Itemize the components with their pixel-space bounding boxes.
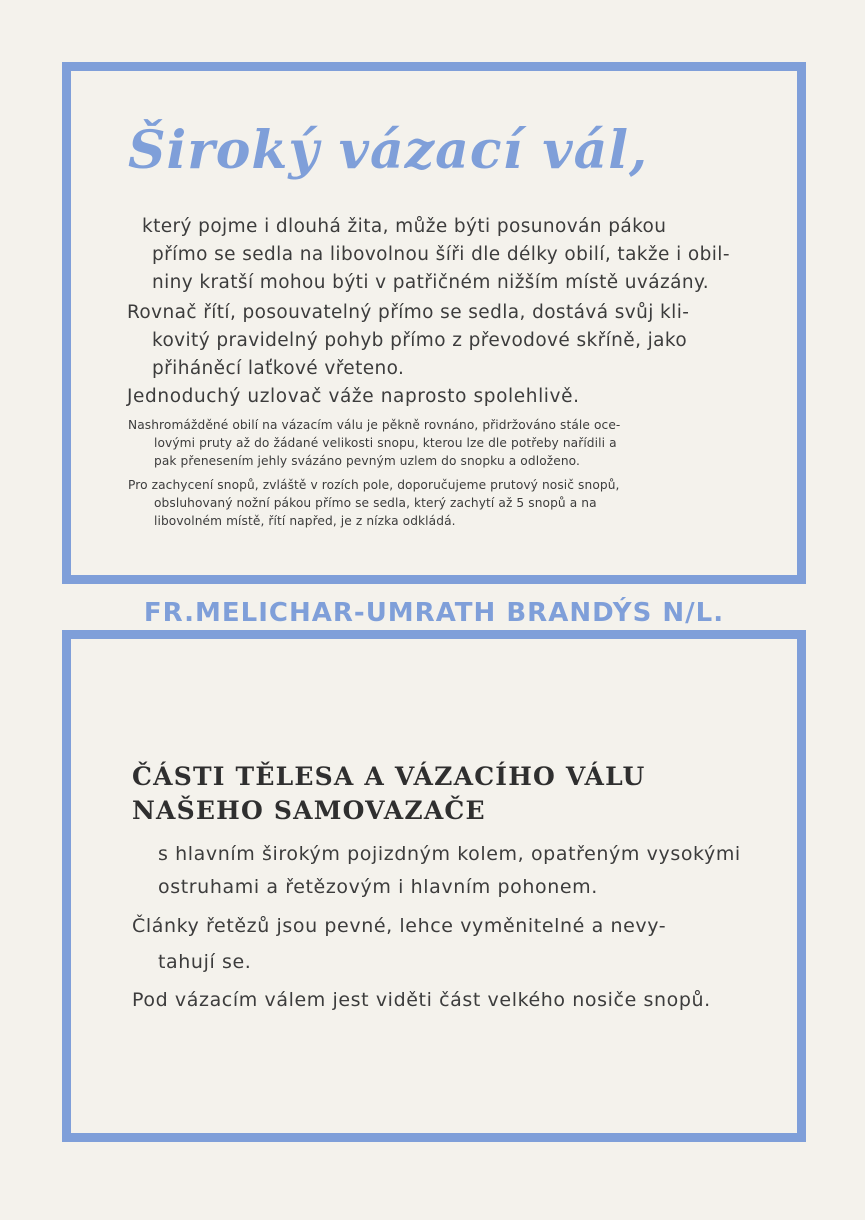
company-banner <box>62 575 806 639</box>
text-line: který pojme i dlouhá žita, může býti posunován pákou <box>142 216 667 237</box>
page-title: Široký vázací vál, <box>128 120 649 181</box>
text-line: přímo se sedla na libovolnou šíři dle délky obilí, takže i obil- <box>152 244 730 265</box>
section-heading: NAŠEHO SAMOVAZAČE <box>132 796 486 825</box>
text-line: s hlavním širokým pojizdným kolem, opatřeným vysokými <box>158 843 741 865</box>
text-line: obsluhovaný nožní pákou přímo se sedla, který zachytí až 5 snopů a na <box>154 496 597 510</box>
text-line: pak přenesením jehly svázáno pevným uzlem do snopku a odloženo. <box>154 454 580 468</box>
text-line: Rovnač řítí, posouvatelný přímo se sedla, dostává svůj kli- <box>127 302 690 323</box>
text-line: tahují se. <box>158 951 252 973</box>
text-line: Jednoduchý uzlovač váže naprosto spolehlivě. <box>127 386 580 407</box>
section-heading: ČÁSTI TĚLESA A VÁZACÍHO VÁLU <box>132 762 646 791</box>
text-line: Nashromážděné obilí na vázacím válu je pěkně rovnáno, přidržováno stále oce- <box>128 418 621 432</box>
text-line: niny kratší mohou býti v patřičném nižším místě uvázány. <box>152 272 709 293</box>
text-line: Pro zachycení snopů, zvláště v rozích pole, doporučujeme prutový nosič snopů, <box>128 478 620 492</box>
text-line: ostruhami a řetězovým i hlavním pohonem. <box>158 876 598 898</box>
text-line: lovými pruty až do žádané velikosti snopu, kterou lze dle potřeby nařídili a <box>154 436 617 450</box>
text-line: kovitý pravidelný pohyb přímo z převodové skříně, jako <box>152 330 688 351</box>
text-line: přiháněcí laťkové vřeteno. <box>152 358 405 379</box>
text-line: Články řetězů jsou pevné, lehce vyměnitelné a nevy- <box>132 915 667 937</box>
text-line: libovolném místě, řítí napřed, je z nízka odkládá. <box>154 514 456 528</box>
text-line: Pod vázacím válem jest viděti část velkého nosiče snopů. <box>132 989 711 1011</box>
company-name: FR.MELICHAR-UMRATH BRANDÝS N/L. <box>143 598 725 628</box>
